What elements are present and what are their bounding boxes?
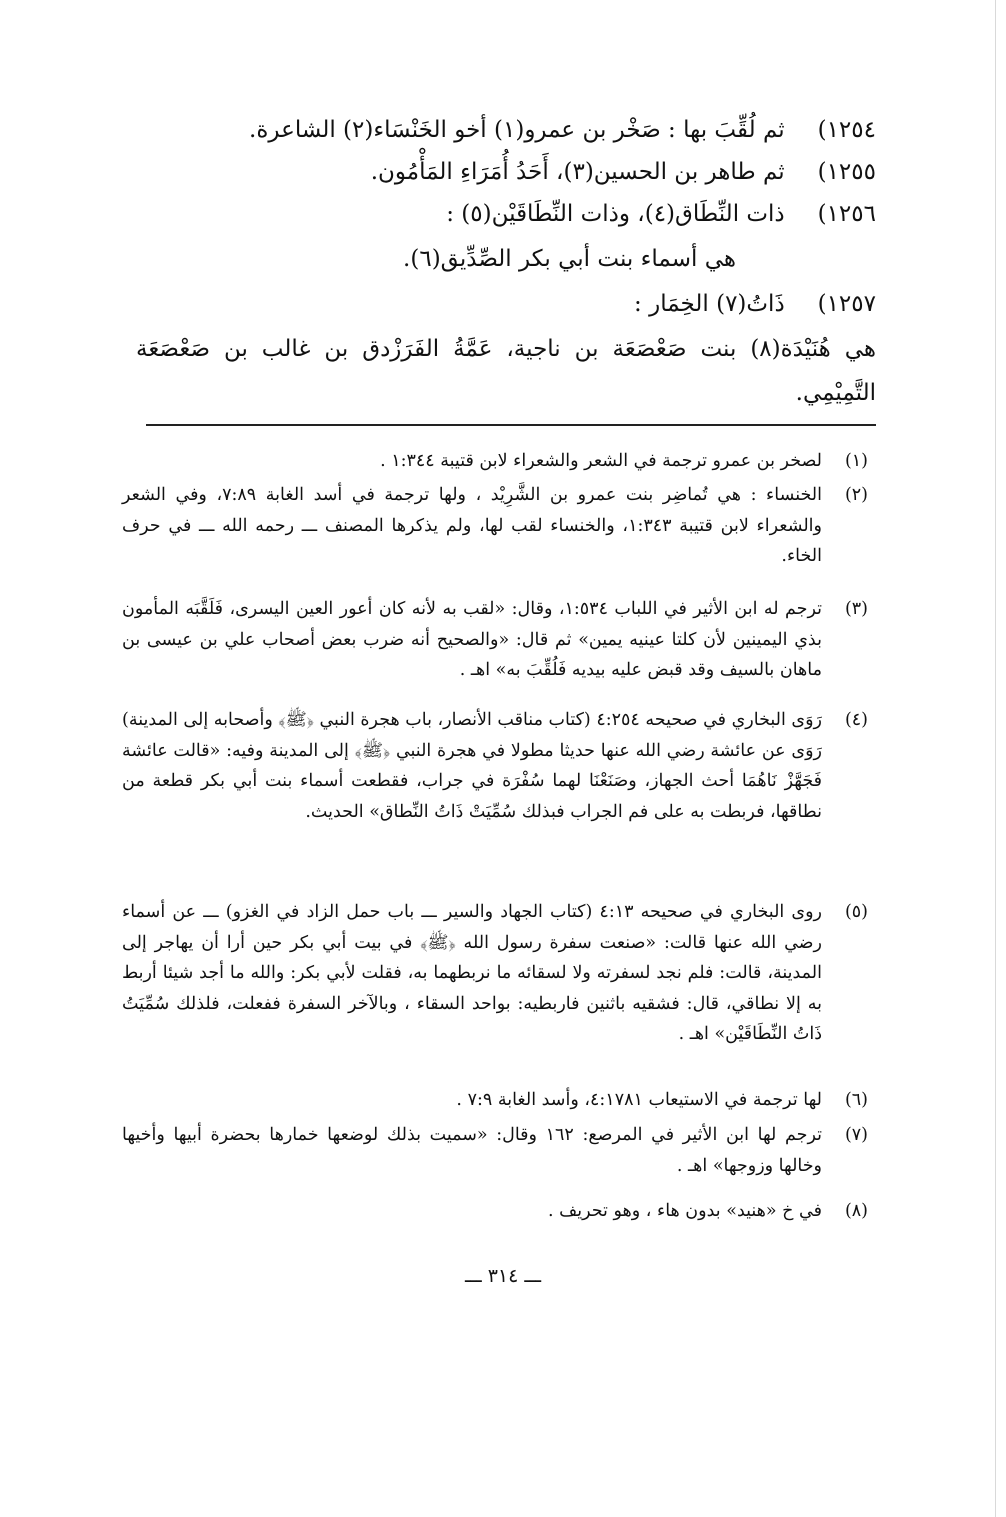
- entry-1254: [136, 109, 876, 151]
- entry-1255: [136, 151, 876, 193]
- footnote-1: [138, 446, 868, 477]
- footnote-text: روى البخاري في صحيحه ٤:١٣ (كتاب الجهاد والسير ـــ باب حمل الزاد في الغزو) ـــ عن أسماء رضي الله عنها قالت: «صنعت سفرة رسول الله ﴿ﷺ﴾ في بيت أبي بكر حين أرا أن يهاجر إلى المدينة، قالت: فلم نجد لسفرته ولا لسقائه ما نربطهما به، فقلت لأبي بكر: والله ما أجد شيئا أربط به إلا نطاقي، قال: فشقيه باثنين فاربطيه: بواحد السقاء ، وبالآخر السفرة ففعلت، فلذلك سُمِّيَتُ ذَاتُ النِّطَاقَيْن» اهـ .: [122, 902, 823, 1044]
- footnote-5: [122, 897, 868, 1050]
- entry-number: ١٢٥٥): [817, 159, 876, 185]
- footnote-number: (٢): [844, 485, 868, 505]
- footnote-number: (١): [844, 451, 868, 471]
- entry-number: ١٢٥٤): [817, 117, 876, 143]
- entry-text: ذات النِّطَاق(٤)، وذات النِّطَاقَيْن(٥) :: [446, 201, 785, 227]
- footnote-number: (٣): [844, 599, 868, 619]
- footnote-number: (٦): [844, 1090, 868, 1110]
- footnote-number: (٥): [844, 902, 868, 922]
- entry-1256: [136, 193, 876, 235]
- page-edge-line: [995, 0, 996, 1517]
- entry-text: ذَاتُ(٧) الخِمَار :: [634, 291, 785, 317]
- footnote-number: (٧): [844, 1125, 868, 1145]
- entry-text: ثم طاهر بن الحسين(٣)، أَحَدُ أُمَرَاءِ المَأْمُون.: [370, 159, 785, 185]
- entry-1257-description: هي هُنَيْدَة(٨) بنت صَعْصَعَة بن ناجية، عَمَّةُ الفَرَزْدق بن غالب بن صَعْصَعَة التَّمِيْمِي.: [136, 336, 877, 406]
- footnote-text: لها ترجمة في الاستيعاب ٤:١٧٨١، وأسد الغابة ٧:٩ .: [456, 1090, 822, 1110]
- footnote-text: لصخر بن عمرو ترجمة في الشعر والشعراء لابن قتيبة ١:٣٤٤ .: [380, 451, 822, 471]
- footnote-text: في خ «هنيد» بدون هاء ، وهو تحريف .: [547, 1201, 822, 1221]
- entry-number: ١٢٥٧): [817, 291, 876, 317]
- footnote-number: (٨): [844, 1201, 868, 1221]
- footnote-8: [138, 1196, 868, 1227]
- entry-text: ثم لُقِّبَ بها : صَخْر بن عمرو(١) أخو الخَنْسَاء(٢) الشاعرة.: [249, 117, 785, 143]
- footnote-3: [122, 594, 868, 686]
- entry-1257: [136, 283, 876, 325]
- footnote-text: ترجم لها ابن الأثير في المرصع: ١٦٢ وقال: «سميت بذلك لوضعها خمارها بحضرة أبيها وأخيها وخالها وزوجها» اهـ .: [122, 1125, 822, 1176]
- footnote-2: [122, 480, 868, 572]
- footnote-text: رَوَى البخاري في صحيحه ٤:٢٥٤ (كتاب مناقب الأنصار، باب هجرة النبي ﴿ﷺ﴾ وأصحابه إلى المدينة) رَوَى عن عائشة رضي الله عنها حديثا مطولا في هجرة النبي ﴿ﷺ﴾ إلى المدينة وفيه: «قالت عائشة فَجَهَّزْ نَاهُمَا أحث الجهاز، وصَنَعْنَا لهما سُفْرَة في جراب، فقطعت أسماء بنت أبي بكر قطعة من نطاقها، فربطت به على فم الجراب فبذلك سُمِّيَتْ ذَاتُ النِّطاق» الحديث.: [122, 710, 822, 822]
- footnote-7: [122, 1120, 868, 1181]
- footnote-6: [138, 1085, 868, 1116]
- page-number: ـــ ٣١٤ ـــ: [464, 1265, 542, 1287]
- footnote-number: (٤): [844, 710, 868, 730]
- footnote-text: الخنساء : هي تُماضِر بنت عمرو بن الشَّرِيْد ، ولها ترجمة في أسد الغابة ٧:٨٩، وفي الشعر والشعراء لابن قتيبة ١:٣٤٣، والخنساء لقب لها، ولم يذكرها المصنف ـــ رحمه الله ـــ في حرف الخاء.: [122, 485, 822, 566]
- footnote-separator: [146, 424, 876, 426]
- footnote-text: ترجم له ابن الأثير في اللباب ١:٥٣٤، وقال: «لقب به لأنه كان أعور العين اليسرى، فَلَقَّبَه المأمون بذي اليمينين لأن كلتا عينيه يمين» ثم قال: «والصحيح أنه ضرب بعض أصحاب علي بن عيسى بن ماهان بالسيف وقد قبض عليه بيديه فَلُقِّبَ به» اهـ .: [122, 599, 822, 680]
- entry-number: ١٢٥٦): [817, 201, 876, 227]
- footnote-4: [122, 705, 868, 827]
- entry-1256-description: هي أسماء بنت أبي بكر الصِّدِّيق(٦).: [403, 246, 736, 272]
